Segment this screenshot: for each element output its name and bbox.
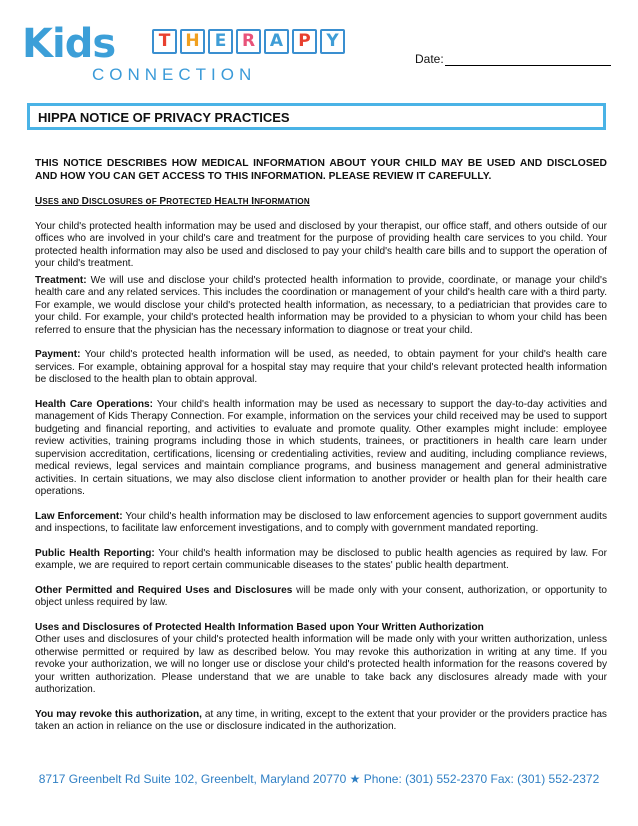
logo-therapy-tiles [152,29,345,54]
date-blank-line[interactable] [445,52,611,66]
logo-tile: P [292,29,317,54]
logo-kids-wordmark: Kids [22,21,116,67]
notice-statement: THIS NOTICE DESCRIBES HOW MEDICAL INFORMATION ABOUT YOUR CHILD MAY BE USED AND DISCLOSED AND HOW YOU CAN GET ACCESS TO THIS INFORMATION. PLEASE REVIEW IT CAREFULLY. [35,158,607,182]
date-field[interactable] [415,52,611,66]
public-health-text: Your child's health information may be disclosed to public health agencies as required by law. For example, we are required to report certain communicable diseases to the states' public health department. [35,547,607,571]
payment-paragraph [35,349,607,387]
law-enforcement-label: Law Enforcement: [35,510,123,522]
logo-tile: Y [320,29,345,54]
document-title-box [27,103,606,130]
operations-label: Health Care Operations: [35,398,153,410]
public-health-label: Public Health Reporting: [35,547,155,559]
document-body [35,158,607,734]
date-label: Date: [415,52,444,66]
kids-therapy-connection-logo [22,20,362,88]
uses-disclosures-heading: USES aND DISCLOSURES oF PROTECTED HEALTH INFORMATION [35,196,310,207]
logo-tile: E [208,29,233,54]
other-uses-label: Other Permitted and Required Uses and Disclosures [35,584,293,596]
payment-text: Your child's protected health information will be used, as needed, to obtain payment for your child's health care services. For example, obtaining approval for a hospital stay may require that your child's relevant protected health information be disclosed to the health plan to obtain approval. [35,349,607,385]
written-authorization-text: Other uses and disclosures of your child's protected health information will be made only with your written authorization, unless otherwise permitted or required by law as described below. You may revoke this authorization in writing at any time. If you revoke your authorization, we will no longer use or disclose your child's protected health information for the reasons covered by your written authorization. Please understand that we are unable to take back any disclosures already made with your authorization. [35,634,607,695]
operations-text: Your child's health information may be used as necessary to support the day-to-day activities and management of Kids Therapy Connection. For example, information on the services your child received may be used to support budgeting and financial reporting, and activities to evaluate and promote quality. Other examples might include: employee review activities, training programs including those in which students, trainees, or practitioners in health care learn under supervision accreditation, certifications, licensing or credentialing activities, review and auditing, including compliance reviews, medical reviews, legal services and maintain compliance programs, and business management and general administrative activities. In certain situations, we may also disclose client information to another provider or health plan for their health care operations. [35,398,607,497]
revoke-label: You may revoke this authorization, [35,708,202,720]
logo-tile: R [236,29,261,54]
logo-tile: A [264,29,289,54]
law-enforcement-text: Your child's health information may be disclosed to law enforcement agencies to support government audits and inspections, to facilitate law enforcement investigations, and to comply with government mandated reporting. [35,510,607,534]
footer-address: 8717 Greenbelt Rd Suite 102, Greenbelt, Maryland 20770 [38,772,347,786]
treatment-text: We will use and disclose your child's protected health information to provide, coordinate, or manage your child's health care and any related services. This includes the coordination or management of your child's health care with a third party. For example, we would disclose your child's protected health information, as necessary, to a pediatrician that provides care to your child. For example, your child's protected health information may be provided to a physician to whom your child has been referred to ensure that the physician has the necessary information to diagnose or treat your child. [35,274,607,336]
logo-tile: T [152,29,177,54]
treatment-paragraph [35,275,607,338]
logo-connection-text: CONNECTION [92,65,257,84]
written-authorization-paragraph [35,622,607,697]
footer-phones: Phone: (301) 552-2370 Fax: (301) 552-2372 [363,772,600,786]
star-icon: ★ [349,772,361,786]
treatment-label: Treatment: [35,274,87,286]
revoke-paragraph [35,709,607,734]
other-uses-paragraph [35,585,607,610]
other-uses-text: will be made only with your consent, authorization, or opportunity to object unless required by law. [35,584,607,608]
intro-paragraph: Your child's protected health information may be used and disclosed by your therapist, our office staff, and others outside of our offices who are involved in your child's care and treatment for the purpose of providing health care services to you child. Your protected health information may also be used and disclosed to pay your child's health care bills and to support the operation of your child's treatment. [35,220,607,269]
public-health-paragraph [35,548,607,573]
law-enforcement-paragraph [35,511,607,536]
payment-label: Payment: [35,349,81,360]
footer-contact [0,772,638,786]
document-title: HIPPA NOTICE OF PRIVACY PRACTICES [38,110,290,125]
logo-tile: H [180,29,205,54]
revoke-text: at any time, in writing, except to the extent that your provider or the providers practice has taken an action in reliance on the use or disclosure indicated in the authorization. [35,708,607,732]
operations-paragraph [35,399,607,499]
written-authorization-label: Uses and Disclosures of Protected Health Information Based upon Your Written Authorization [35,621,484,633]
